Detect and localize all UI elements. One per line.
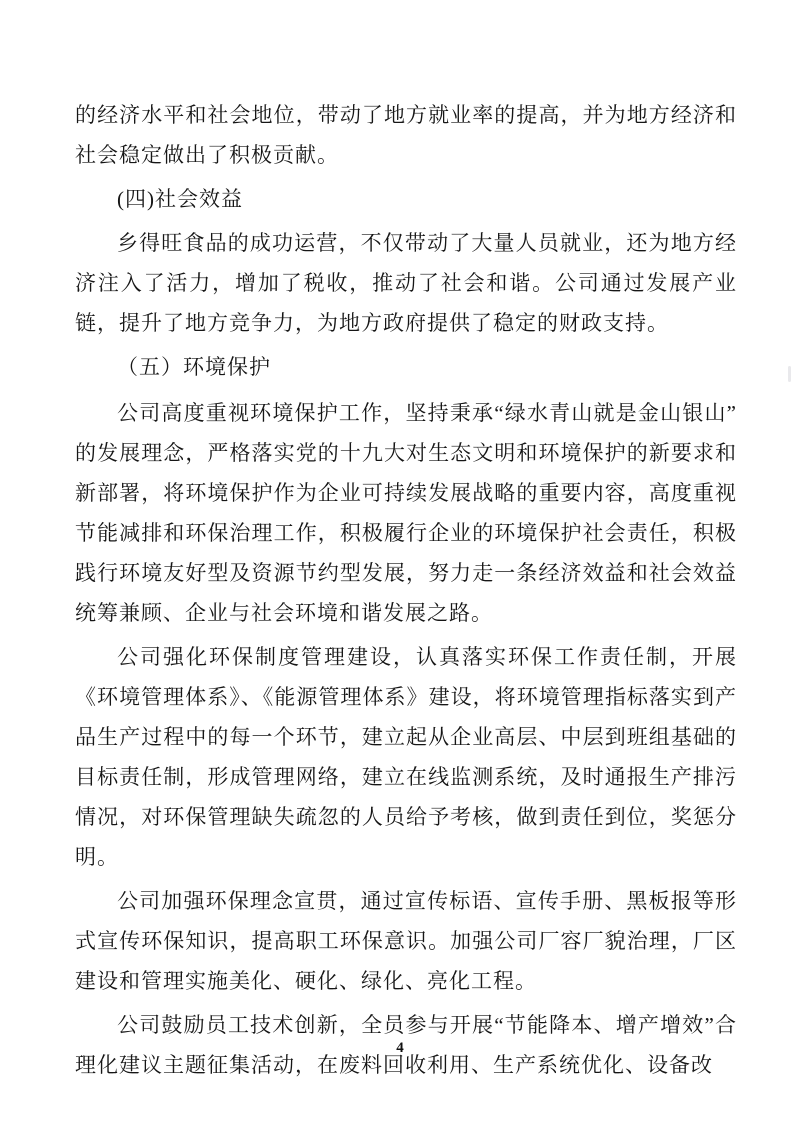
paragraph-social-benefit: 乡得旺食品的成功运营，不仅带动了大量人员就业，还为地方经济注入了活力，增加了税收，推动了社会和谐。公司通过发展产业链，提升了地方竞争力，为地方政府提供了稳定的财政支持。 — [75, 231, 737, 335]
scan-artifact — [788, 366, 791, 382]
section-heading-5-environment-protection: （五）环境保护 — [117, 355, 271, 379]
paragraph-continued: 的经济水平和社会地位，带动了地方就业率的提高，并为地方经济和社会稳定做出了积极贡献。 — [75, 103, 737, 167]
page-number: 4 — [396, 1040, 404, 1056]
paragraph-environment-philosophy: 公司高度重视环境保护工作，坚持秉承“绿水青山就是金山银山”的发展理念，严格落实党的十九大对生态文明和环境保护的新要求和新部署，将环境保护作为企业可持续发展战略的重要内容，高度重视节能减排和环保治理工作，积极履行企业的环境保护社会责任，积极践行环境友好型及资源节约型发展，努力走一条经济效益和社会效益统筹兼顾、企业与社会环境和谐发展之路。 — [75, 401, 737, 625]
text-column — [75, 95, 737, 1089]
paragraph-employee-innovation: 公司鼓励员工技术创新，全员参与开展“节能降本、增产增效”合理化建议主题征集活动，在废料回收利用、生产系统优化、设备改 — [75, 1013, 737, 1077]
paragraph-environment-awareness: 公司加强环保理念宣贯，通过宣传标语、宣传手册、黑板报等形式宣传环保知识，提高职工环保意识。加强公司厂容厂貌治理，厂区建设和管理实施美化、硬化、绿化、亮化工程。 — [75, 889, 737, 993]
section-heading-4-social-benefit: (四)社会效益 — [117, 187, 243, 211]
paragraph-environment-management-system: 公司强化环保制度管理建设，认真落实环保工作责任制，开展《环境管理体系》、《能源管理体系》建设，将环境管理指标落实到产品生产过程中的每一个环节，建立起从企业高层、中层到班组基础的目标责任制，形成管理网络，建立在线监测系统，及时通报生产排污情况，对环保管理缺失疏忽的人员给予考核，做到责任到位，奖惩分明。 — [75, 645, 737, 869]
